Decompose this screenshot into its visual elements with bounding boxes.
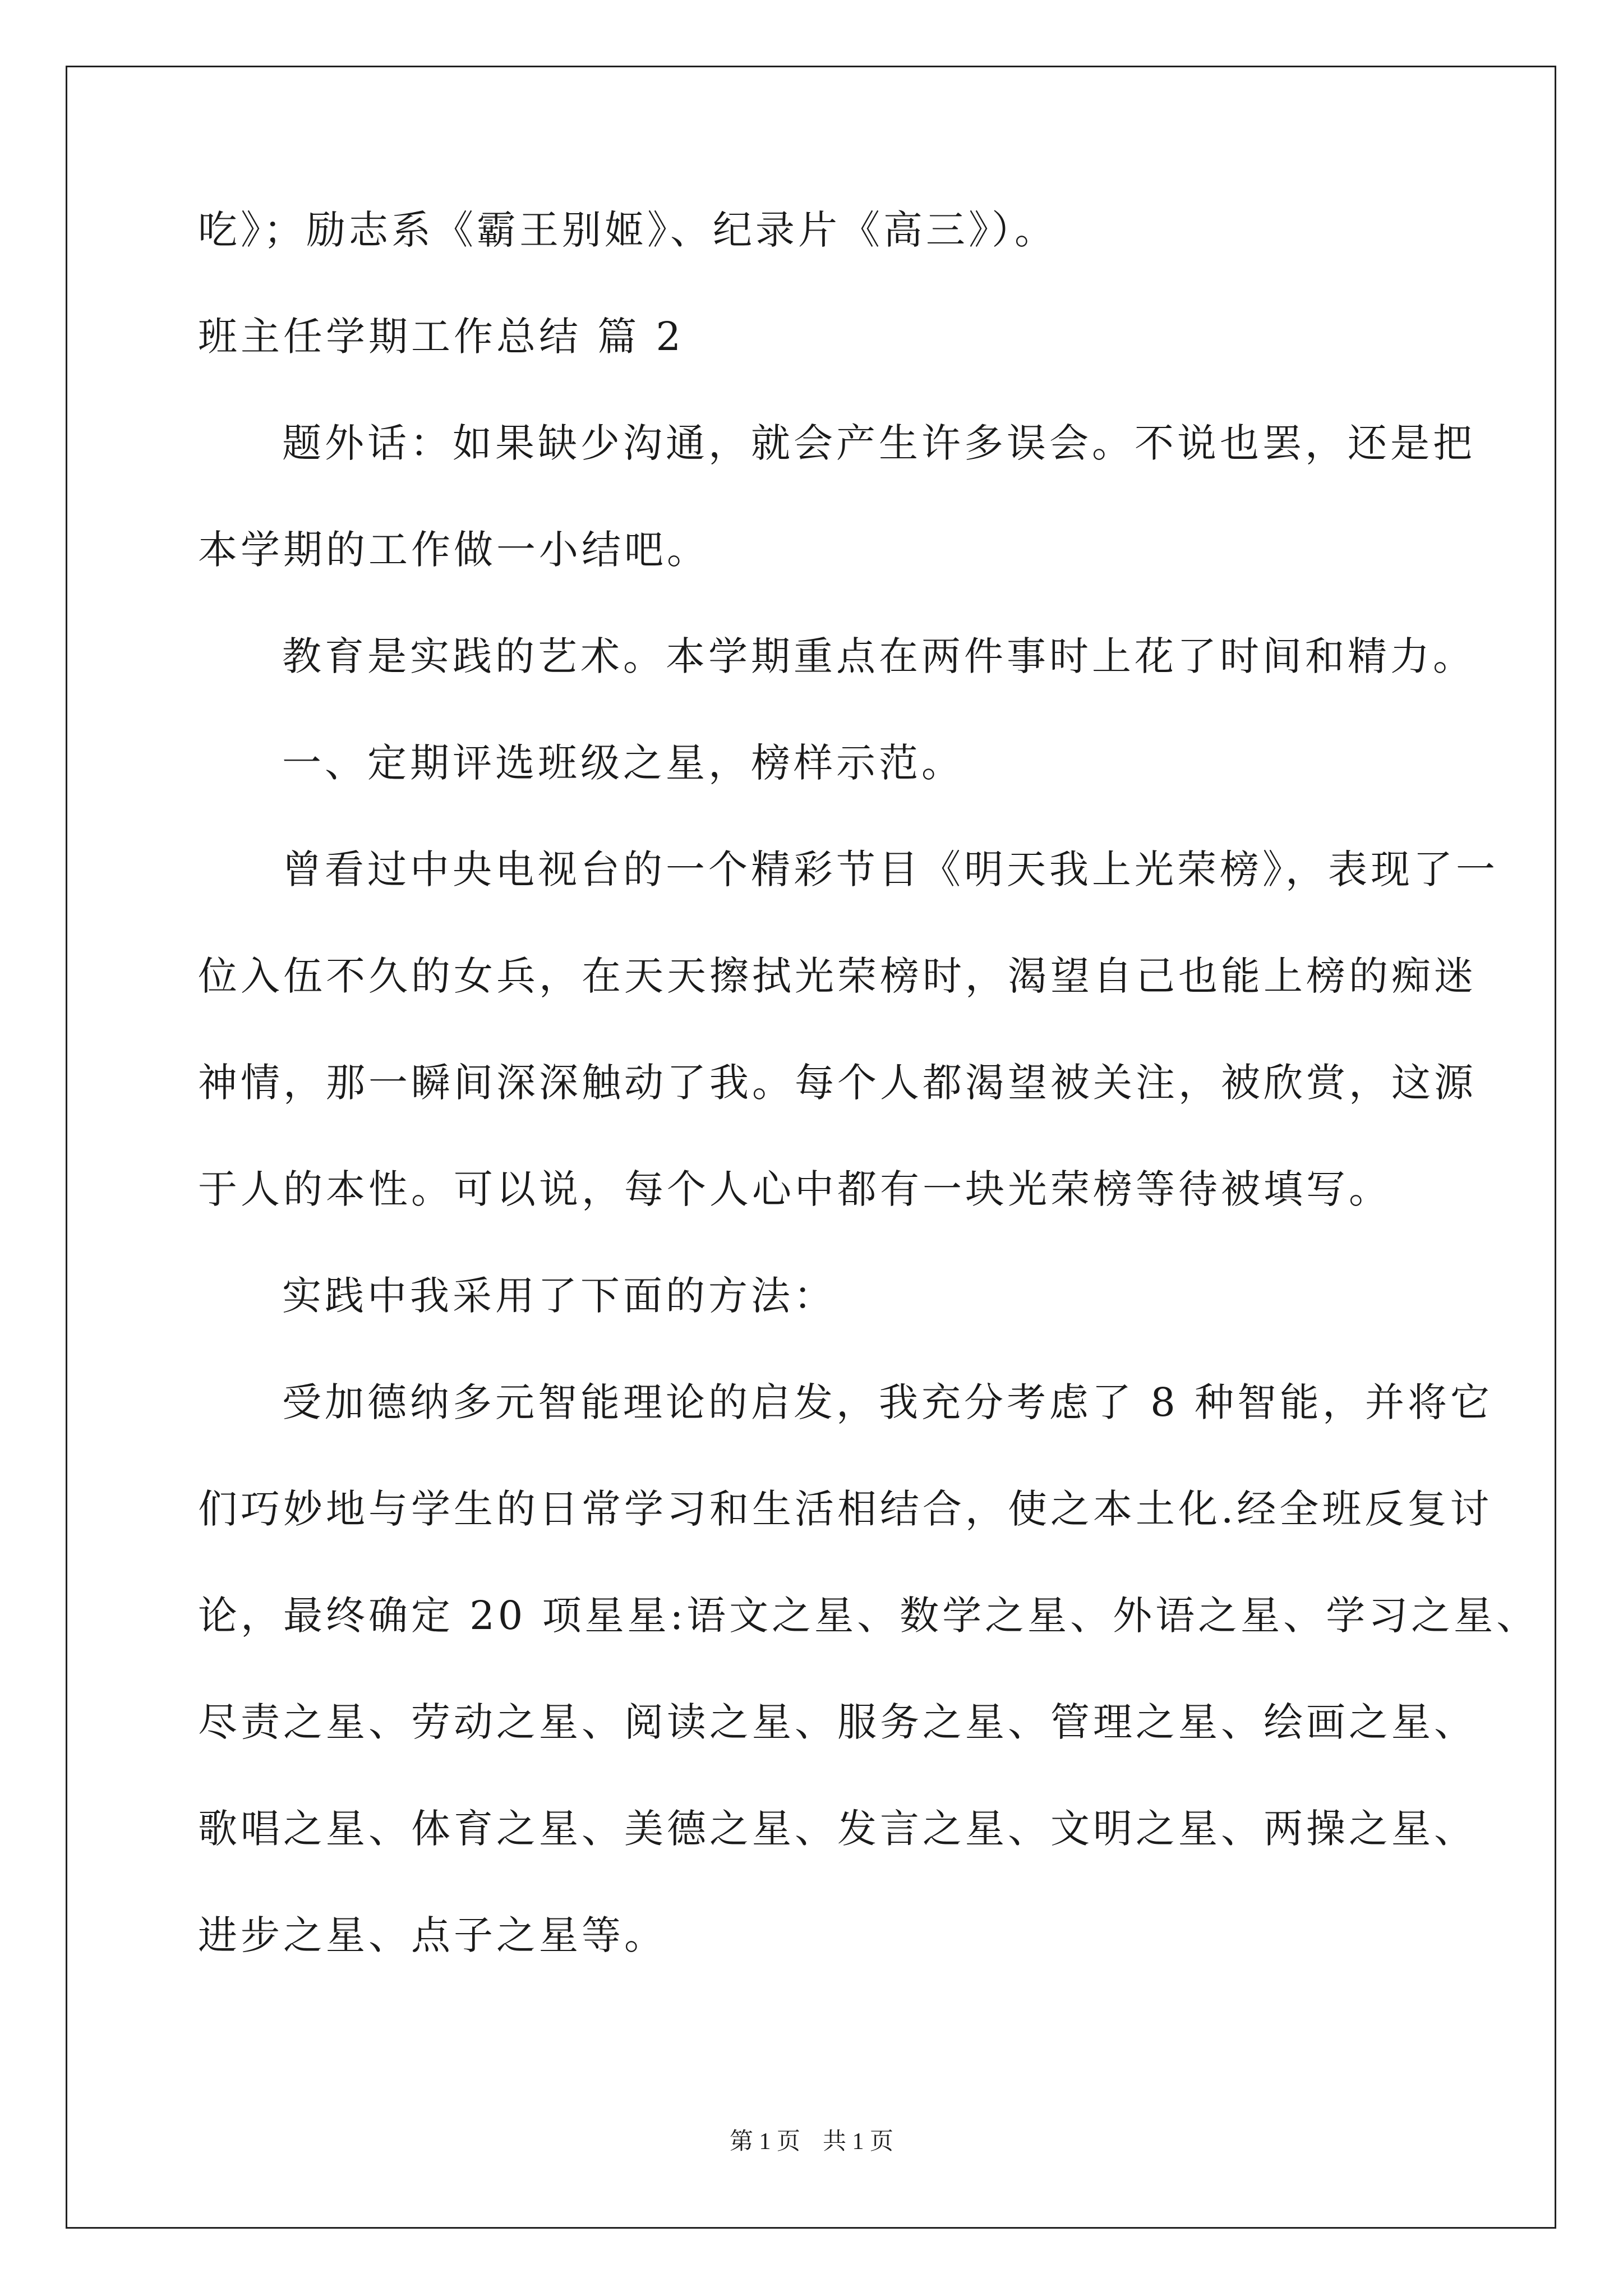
text-line: 受加德纳多元智能理论的启发，我充分考虑了 8 种智能，并将它 [282, 1379, 1493, 1425]
page-border [66, 66, 1556, 2229]
text-line: 实践中我采用了下面的方法： [282, 1273, 836, 1319]
page-total: 共 1 页 [823, 2129, 894, 2155]
text-line: 一、定期评选班级之星，榜样示范。 [282, 740, 964, 786]
text-line: 进步之星、点子之星等。 [198, 1912, 667, 1958]
text-line: 尽责之星、劳动之星、阅读之星、服务之星、管理之星、绘画之星、 [198, 1699, 1477, 1745]
text-line: 神情，那一瞬间深深触动了我。每个人都渴望被关注，被欣赏，这源 [198, 1060, 1477, 1106]
text-line: 本学期的工作做一小结吧。 [198, 527, 709, 573]
page-number: 第 1 页 [729, 2129, 800, 2155]
section-heading: 班主任学期工作总结 篇 2 [198, 314, 685, 360]
text-line: 歌唱之星、体育之星、美德之星、发言之星、文明之星、两操之星、 [198, 1806, 1477, 1852]
text-line: 教育是实践的艺术。本学期重点在两件事时上花了时间和精力。 [282, 633, 1476, 679]
text-line: 位入伍不久的女兵，在天天擦拭光荣榜时，渴望自己也能上榜的痴迷 [198, 953, 1477, 999]
page-footer [0, 2126, 1623, 2157]
text-line: 论，最终确定 20 项星星:语文之星、数学之星、外语之星、学习之星、 [198, 1593, 1539, 1639]
text-line: 曾看过中央电视台的一个精彩节目《明天我上光荣榜》，表现了一 [282, 846, 1498, 892]
text-line: 吃》；励志系《霸王别姬》、纪录片《高三》）。 [198, 207, 1057, 253]
text-line: 们巧妙地与学生的日常学习和生活相结合，使之本土化.经全班反复讨 [198, 1486, 1493, 1532]
text-line: 题外话：如果缺少沟通，就会产生许多误会。不说也罢，还是把 [282, 420, 1476, 466]
text-line: 于人的本性。可以说，每个人心中都有一块光荣榜等待被填写。 [198, 1166, 1391, 1212]
